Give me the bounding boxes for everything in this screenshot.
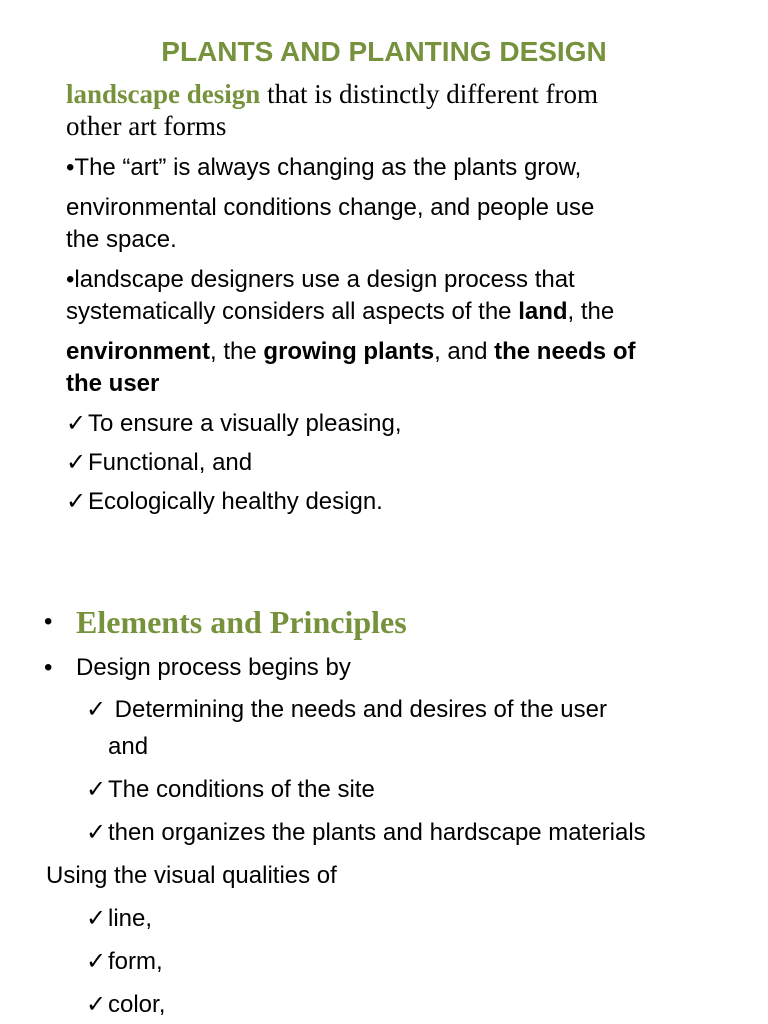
bullet2-line-1 [66,264,575,296]
bullet1-line-2: environmental conditions change, and people use [66,194,595,221]
check-icon: ✓ [86,905,107,932]
check-item [66,408,402,440]
check-item [66,447,252,479]
check-item [86,694,607,726]
check-item [86,774,375,806]
check-icon: ✓ [86,696,107,723]
bullet2-text: , the [567,298,615,325]
check-icon: ✓ [86,776,107,803]
check-text: color, [108,991,166,1018]
check-icon: ✓ [66,449,87,476]
bullet2-text: landscape designers use a design process that [74,266,575,293]
bullet1-line-3: the space. [66,226,177,253]
check-text: To ensure a visually pleasing, [88,410,402,437]
check-text: Ecologically healthy design. [88,488,383,515]
check-item [86,817,646,849]
check-item [86,989,165,1021]
bold-needs-of: the needs of [494,338,636,365]
check-text: form, [108,948,163,975]
highlight-term: landscape design [66,79,261,109]
bullet2-line-2 [66,296,614,328]
check-icon: ✓ [66,488,87,515]
check-text: Functional, and [88,449,253,476]
check-continuation: and [108,733,149,760]
bullet-marker: • [66,266,75,293]
check-item [86,946,163,978]
check-icon: ✓ [66,410,87,437]
bold-land: land [518,298,568,325]
page-title: PLANTS AND PLANTING DESIGN [161,36,607,67]
check-text: then organizes the plants and hardscape materials [108,819,646,846]
check-icon: ✓ [86,948,107,975]
check-text: Determining the needs and desires of the user [108,696,607,723]
intro-line-1 [66,78,598,110]
intro-line-2: other art forms [66,111,227,141]
section-line: Design process begins by [76,654,351,681]
bold-environment: environment [66,338,211,365]
bullet1-text: The “art” is always changing as the plants grow, [74,154,582,181]
check-item [66,486,383,518]
bullet2-line-4: the user [66,370,160,397]
bullet-marker: • [44,654,53,681]
bullet-marker: • [66,154,75,181]
check-icon: ✓ [86,991,107,1018]
check-icon: ✓ [86,819,107,846]
bullet1-line-1 [66,152,581,184]
bullet-marker: • [44,608,53,635]
section-heading: Elements and Principles [76,604,407,640]
bullet2-text: , the [210,338,264,365]
bullet2-text: , and [434,338,495,365]
using-line: Using the visual qualities of [46,862,337,889]
bullet2-text: systematically considers all aspects of the [66,298,519,325]
bullet2-line-3 [66,336,635,368]
intro-text: that is distinctly different from [260,79,598,109]
check-item [86,903,152,935]
check-text: line, [108,905,153,932]
bold-growing-plants: growing plants [263,338,435,365]
check-text: The conditions of the site [108,776,375,803]
